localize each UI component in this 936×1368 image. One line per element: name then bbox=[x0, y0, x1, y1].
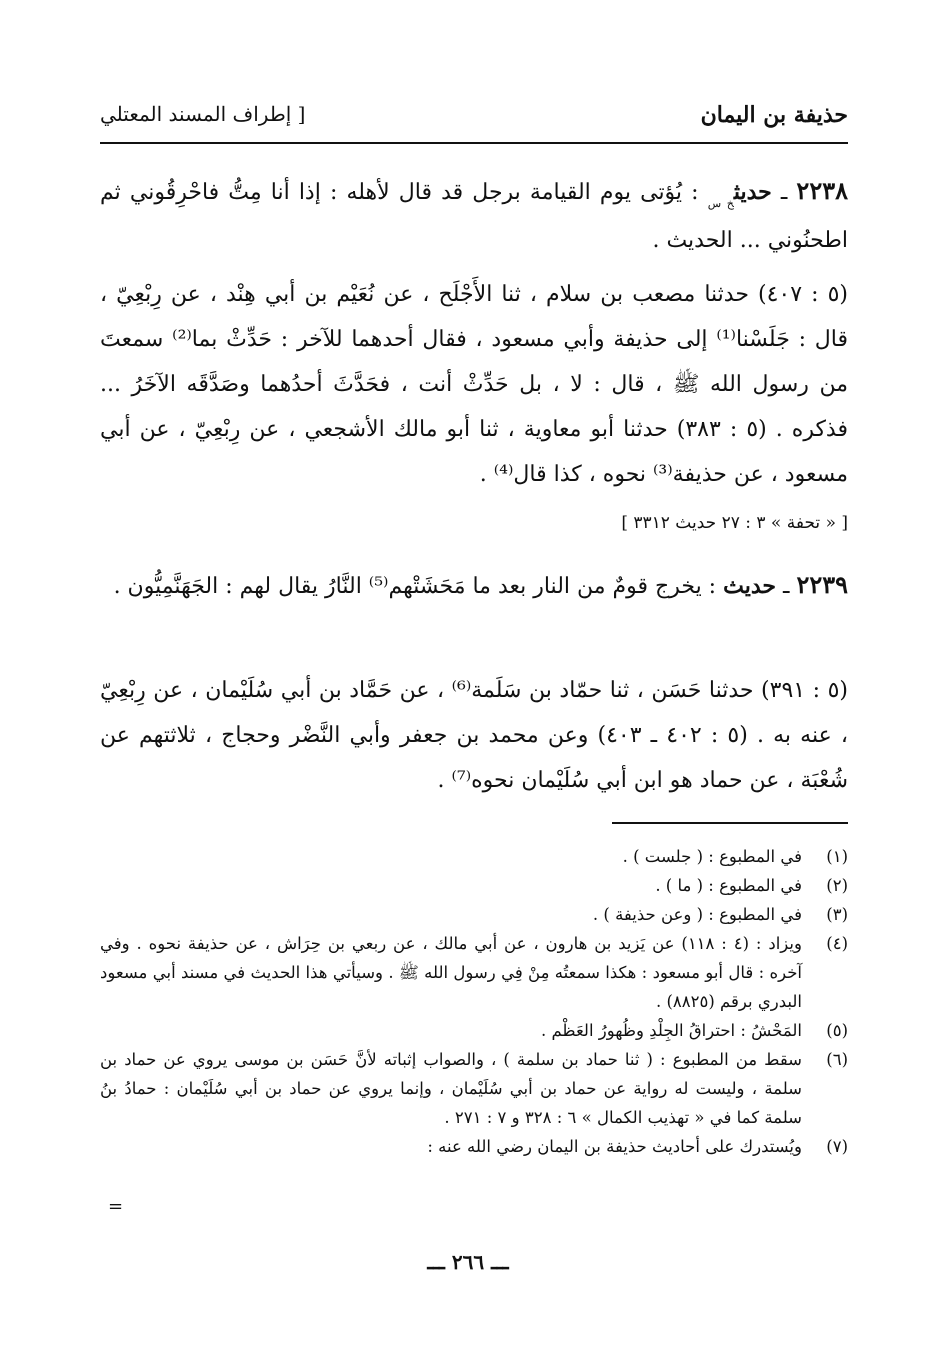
footnote-text: ويُستدرك على أحاديث حذيفة بن اليمان رضي الله عنه : bbox=[427, 1137, 802, 1156]
hadith-2239-isnad bbox=[100, 668, 848, 803]
footnotes bbox=[100, 842, 848, 1161]
tuhfa-reference: [ « تحفة » ٣ : ٢٧ حديث ٣٣١٢ ] bbox=[621, 513, 848, 533]
hadith-2238-isnad bbox=[100, 272, 848, 497]
footnote-item bbox=[100, 842, 848, 871]
footnote-number: (٣) bbox=[826, 905, 848, 924]
footnote-number: (٧) bbox=[826, 1137, 848, 1156]
footnote-item bbox=[100, 900, 848, 929]
footnote-number: (٥) bbox=[826, 1021, 848, 1040]
hadith-text: : يُؤتى يوم القيامة برجل قد قال لأهله : إذا أنا مِتُّ فاحْرِقُوني ثم اطحنُوني ... الحديث . bbox=[100, 180, 848, 253]
footnote-text: ويزاد : (٤ : ١١٨) عن يَزيد بن هارون ، عن أبي مالك ، عن ربعي بن حِرَاش ، عن حذيفة نحوه . وفي آخره : قال أبو مسعود : هكذا سمعتُه مِنْ فِي رسول الله ﷺ . وسيأتي هذا الحديث في مسند أبي مسعود البدري برقم (٨٨٢٥) . bbox=[100, 934, 802, 1011]
running-title-left: [ إطراف المسند المعتلي bbox=[100, 102, 306, 126]
header-rule bbox=[100, 142, 848, 144]
footnote-text: في المطبوع : ( ما ) . bbox=[655, 876, 802, 895]
hadith-2238-matn: ٢٢٣٨ ـ حديث$_{خ س}$ : يُؤتى يوم القيامة برجل قد قال لأهله : إذا أنا مِتُّ فاحْرِقُوني ثم اطحنُوني ... الحديث . bbox=[100, 176, 848, 253]
page-header bbox=[100, 102, 848, 144]
isnad-text: (٥ : ٣٩١) حدثنا حَسَن ، ثنا حمّاد بن سَلَمة⁽⁶⁾ ، عن حَمَّاد بن أبي سُلَيْمان ، عن رِبْعِيّ ، عنه به . (٥ : ٤٠٢ ـ ٤٠٣) وعن محمد بن جعفر وأبي النَّضْر وحجاج ، ثلاثتهم عن شُعْبَة ، عن حماد هو ابن أبي سُلَيْمان نحوه⁽⁷⁾ . bbox=[100, 678, 848, 793]
footnote-number: (١) bbox=[826, 847, 848, 866]
running-title-right: حذيفة بن اليمان bbox=[700, 102, 848, 128]
footnote-number: (٦) bbox=[826, 1050, 848, 1069]
footnote-text: المَحْشُ : احتراقُ الجِلْدِ وظُهورُ العَظْم . bbox=[540, 1021, 802, 1040]
hadith-keyword: حديث bbox=[723, 573, 776, 599]
hadith-2239-matn: ٢٢٣٩ ـ حديث : يخرج قومٌ من النار بعد ما مَحَشَتْهم⁽⁵⁾ النَّارُ يقال لهم : الجَهَنَّمِيُّون . bbox=[113, 570, 848, 599]
continuation-mark: = bbox=[108, 1196, 124, 1217]
footnote-item bbox=[100, 1045, 848, 1132]
hadith-number: ٢٢٣٨ bbox=[796, 176, 848, 205]
hadith-keyword: حديث bbox=[733, 179, 772, 205]
footnote-number: (٤) bbox=[826, 934, 848, 953]
footnote-text: في المطبوع : ( وعن حذيفة ) . bbox=[592, 905, 802, 924]
hadith-number: ٢٢٣٩ bbox=[796, 570, 848, 599]
hadith-text: : يخرج قومٌ من النار بعد ما مَحَشَتْهم⁽⁵⁾ النَّارُ يقال لهم : الجَهَنَّمِيُّون . bbox=[113, 574, 717, 599]
hadith-sigla: خ س bbox=[707, 197, 734, 210]
footnote-number: (٢) bbox=[826, 876, 848, 895]
footnote-text: سقط من المطبوع : ( ثنا حماد بن سلمة ) ، والصواب إثباته لأنَّ حَسَن بن موسى يروي عن حماد بن سلمة ، وليست له رواية عن حماد بن أبي سُلَيْمان ، وإنما يروي عن حماد بن أبي سُلَيْمان : حمادُ بنُ سلمة كما في « تهذيب الكمال » ٦ : ٣٢٨ و ٧ : ٢٧١ . bbox=[100, 1050, 802, 1127]
footnote-item bbox=[100, 929, 848, 1016]
footnote-item bbox=[100, 1016, 848, 1045]
footnote-text: في المطبوع : ( جلست ) . bbox=[622, 847, 802, 866]
page-number: ـــ ٢٦٦ ـــ bbox=[427, 1250, 509, 1274]
footnote-item bbox=[100, 871, 848, 900]
footnote-rule bbox=[612, 822, 848, 824]
isnad-text: (٥ : ٤٠٧) حدثنا مصعب بن سلام ، ثنا الأَجْلَح ، عن نُعَيْم بن أبي هِنْد ، عن رِبْعِيّ ، قال : جَلَسْنا⁽¹⁾ إلى حذيفة وأبي مسعود ، فقال أحدهما للآخر : حَدِّثْ بما⁽²⁾ سمعتَ من رسول الله ﷺ ، قال : لا ، بل حَدِّثْ أنت ، فحَدَّثَ أحدُهما وصَدَّقَه الآخَرُ ... فذكره . (٥ : ٣٨٣) حدثنا أبو معاوية ، ثنا أبو مالك الأشجعي ، عن رِبْعِيّ ، عن أبي مسعود ، عن حذيفة⁽³⁾ نحوه ، كذا قال⁽⁴⁾ . bbox=[100, 282, 848, 487]
footnote-item bbox=[100, 1132, 848, 1161]
